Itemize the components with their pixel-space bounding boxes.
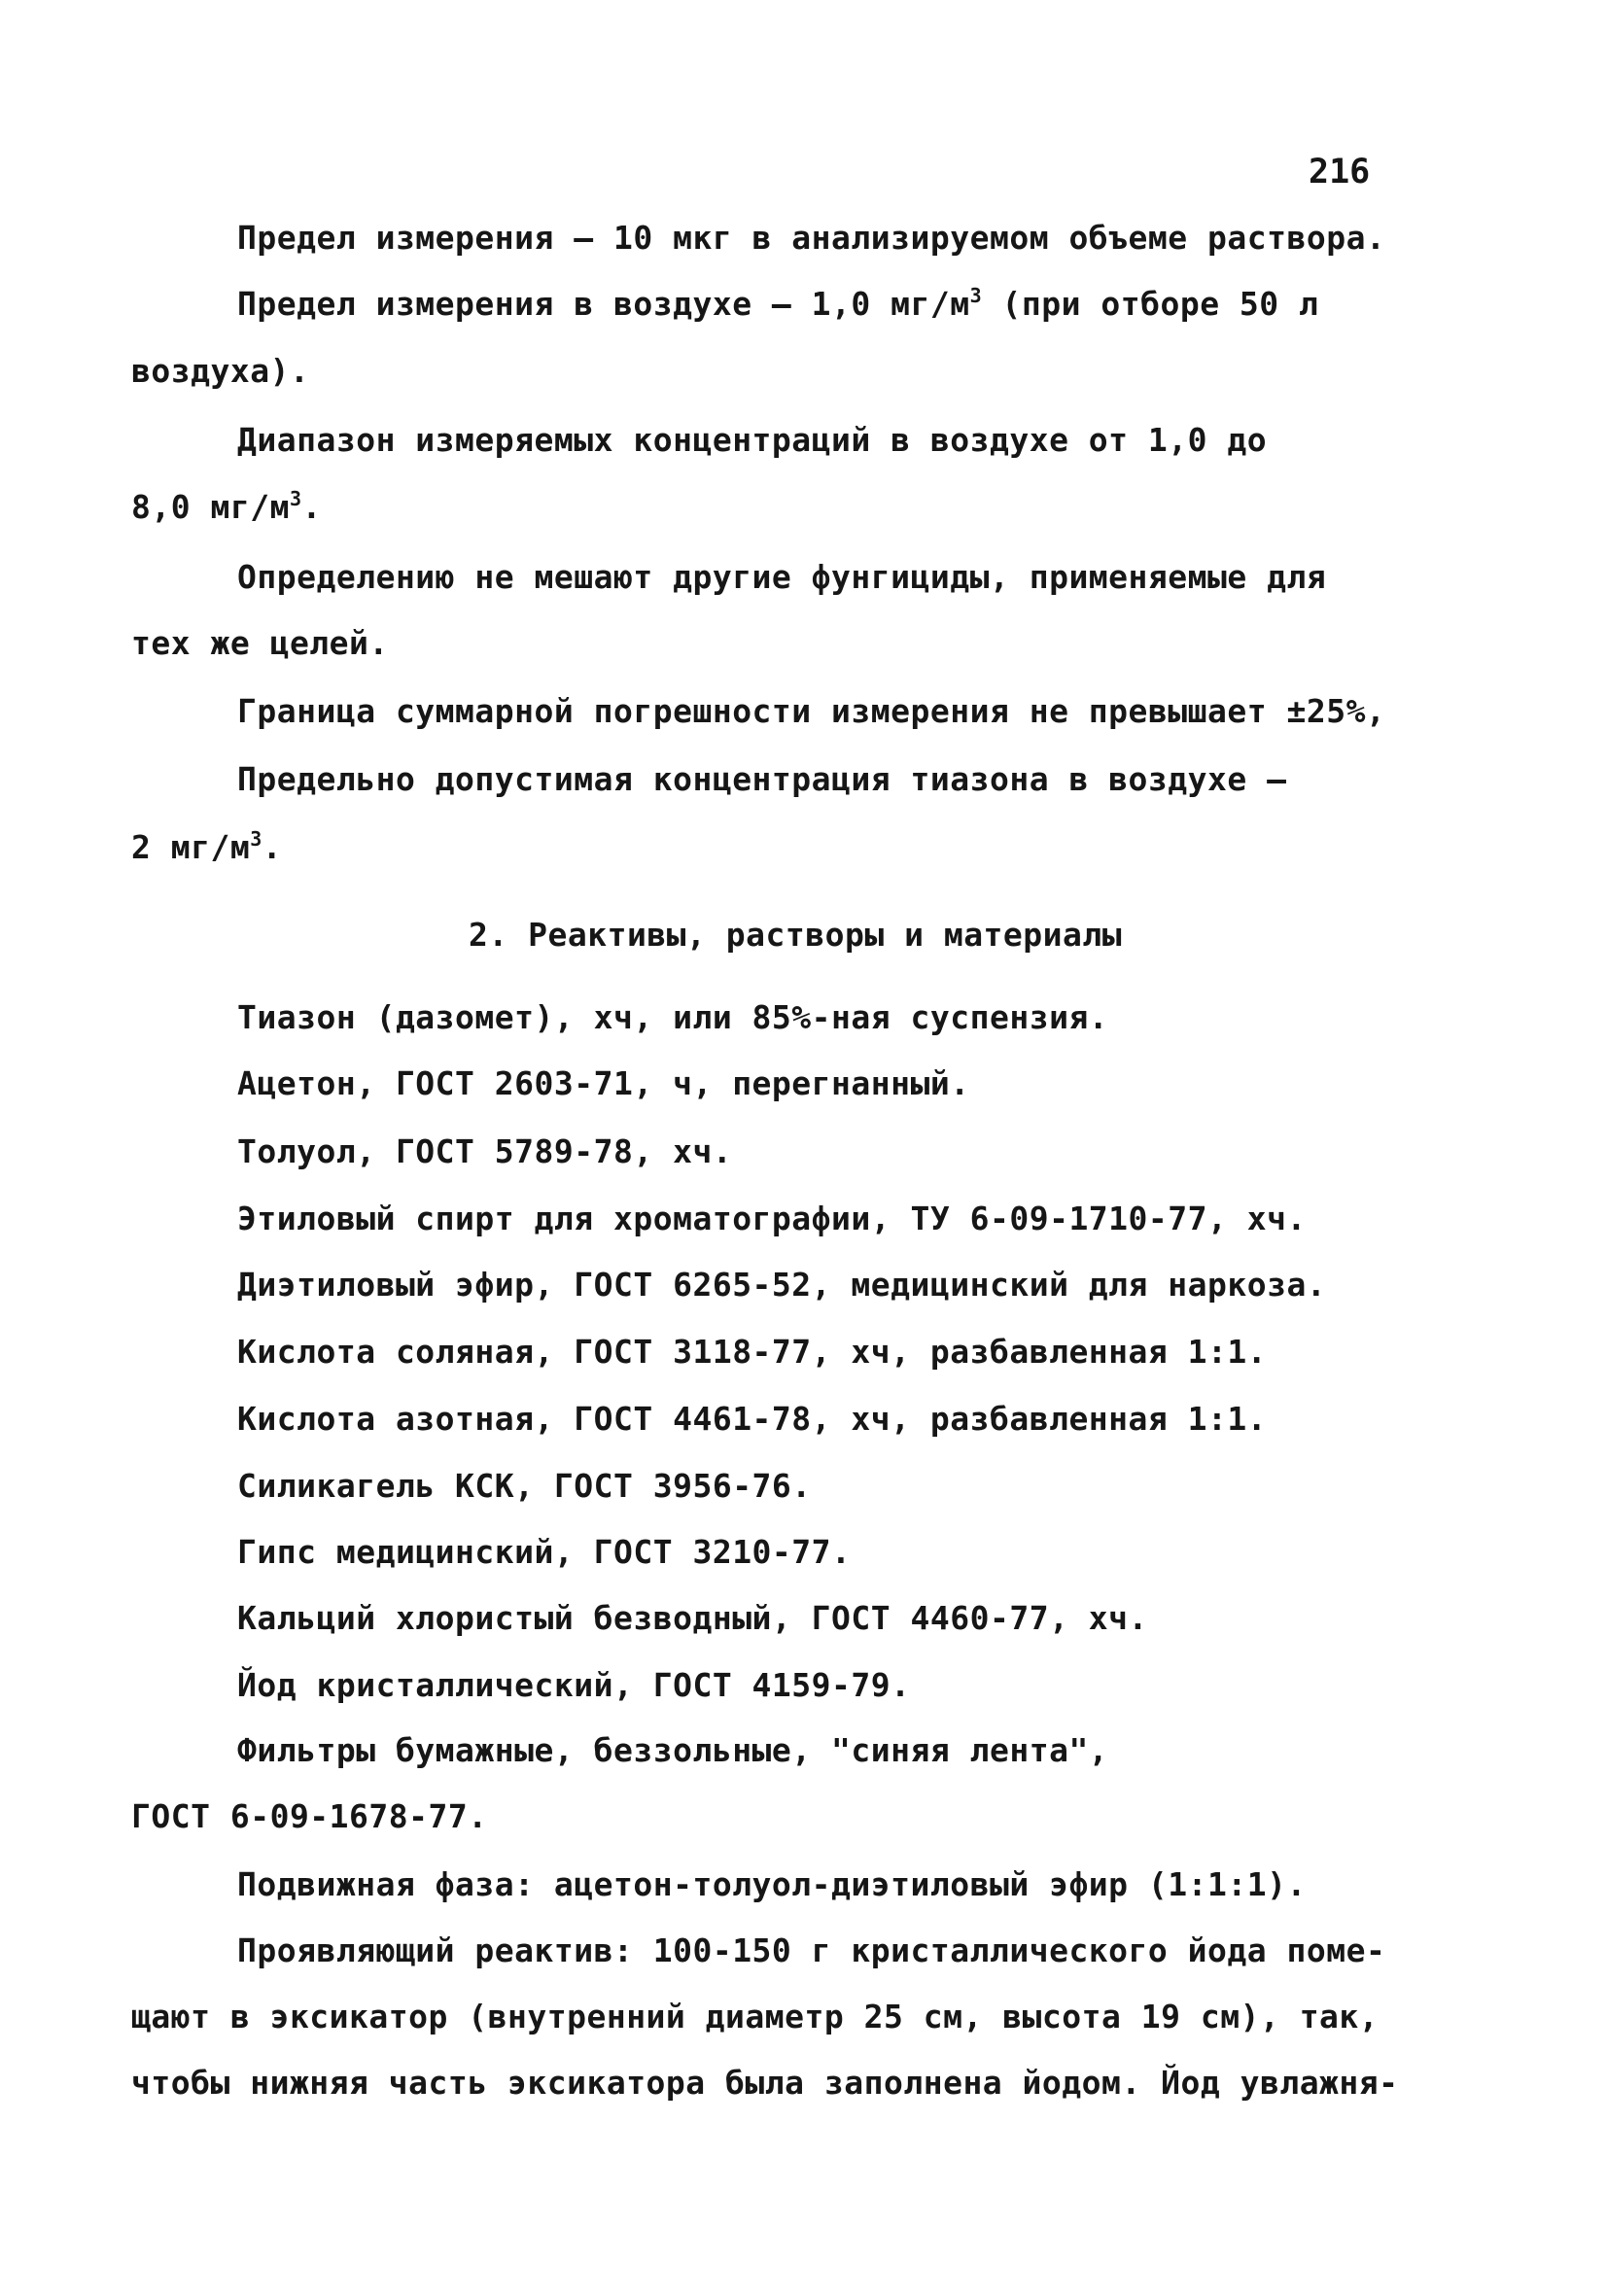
text-segment: . (262, 828, 283, 866)
text-line-error-bound: Граница суммарной погрешности измерения не превышает ±25%, (237, 692, 1386, 730)
text-line-detection-limit: Предел измерения – 10 мкг в анализируемом объеме раствора. (237, 219, 1386, 257)
reagent-line: Йод кристаллический, ГОСТ 4159-79. (237, 1666, 911, 1704)
superscript: 3 (969, 284, 983, 307)
text-segment: 2 мг/м (131, 828, 251, 866)
section-heading: 2. Реактивы, растворы и материалы (469, 916, 1123, 954)
text-line-range-cont (131, 487, 322, 526)
text-segment: . (301, 488, 322, 526)
reagent-line: Кислота соляная, ГОСТ 3118-77, хч, разбавленная 1:1. (237, 1333, 1268, 1371)
reagent-line: Кальций хлористый безводный, ГОСТ 4460-77, хч. (237, 1599, 1148, 1637)
reagent-line: Ацетон, ГОСТ 2603-71, ч, перегнанный. (237, 1064, 970, 1102)
text-line-interference: Определению не мешают другие фунгициды, применяемые для (237, 558, 1327, 596)
superscript: 3 (289, 487, 302, 510)
text-segment: Предел измерения в воздухе – 1,0 мг/м (237, 285, 970, 323)
superscript: 3 (250, 827, 262, 851)
text-segment: 8,0 мг/м (131, 488, 290, 526)
text-segment: (при отборе 50 л (982, 285, 1319, 323)
reagent-line-cont: ГОСТ 6-09-1678-77. (131, 1797, 488, 1835)
text-line-air-limit-cont: воздуха). (131, 352, 310, 390)
text-line-mac: Предельно допустимая концентрация тиазона в воздухе – (237, 760, 1287, 798)
reagent-line: Кислота азотная, ГОСТ 4461-78, хч, разбавленная 1:1. (237, 1400, 1268, 1438)
reagent-line: Тиазон (дазомет), хч, или 85%-ная суспензия. (237, 998, 1109, 1036)
text-line-mac-cont (131, 827, 283, 866)
reagent-line: Проявляющий реактив: 100-150 г кристаллического йода поме- (237, 1931, 1386, 1969)
reagent-line: Силикагель КСК, ГОСТ 3956-76. (237, 1467, 812, 1505)
text-line-interference-cont: тех же целей. (131, 624, 389, 662)
reagent-line-cont: чтобы нижняя часть эксикатора была заполнена йодом. Йод увлажня- (131, 2064, 1399, 2102)
reagent-line: Диэтиловый эфир, ГОСТ 6265-52, медицинский для наркоза. (237, 1266, 1327, 1304)
reagent-line: Гипс медицинский, ГОСТ 3210-77. (237, 1533, 852, 1571)
reagent-line: Фильтры бумажные, беззольные, "синяя лента", (237, 1731, 1109, 1769)
reagent-line: Этиловый спирт для хроматографии, ТУ 6-09-1710-77, хч. (237, 1200, 1307, 1237)
text-line-air-limit (237, 284, 1319, 323)
reagent-line: Подвижная фаза: ацетон-толуол-диэтиловый эфир (1:1:1). (237, 1865, 1307, 1903)
reagent-line-cont: щают в эксикатор (внутренний диаметр 25 см, высота 19 см), так, (131, 1998, 1380, 2035)
text-line-range: Диапазон измеряемых концентраций в воздухе от 1,0 до (237, 421, 1268, 459)
page-number: 216 (1309, 153, 1371, 191)
reagent-line: Толуол, ГОСТ 5789-78, хч. (237, 1132, 733, 1170)
